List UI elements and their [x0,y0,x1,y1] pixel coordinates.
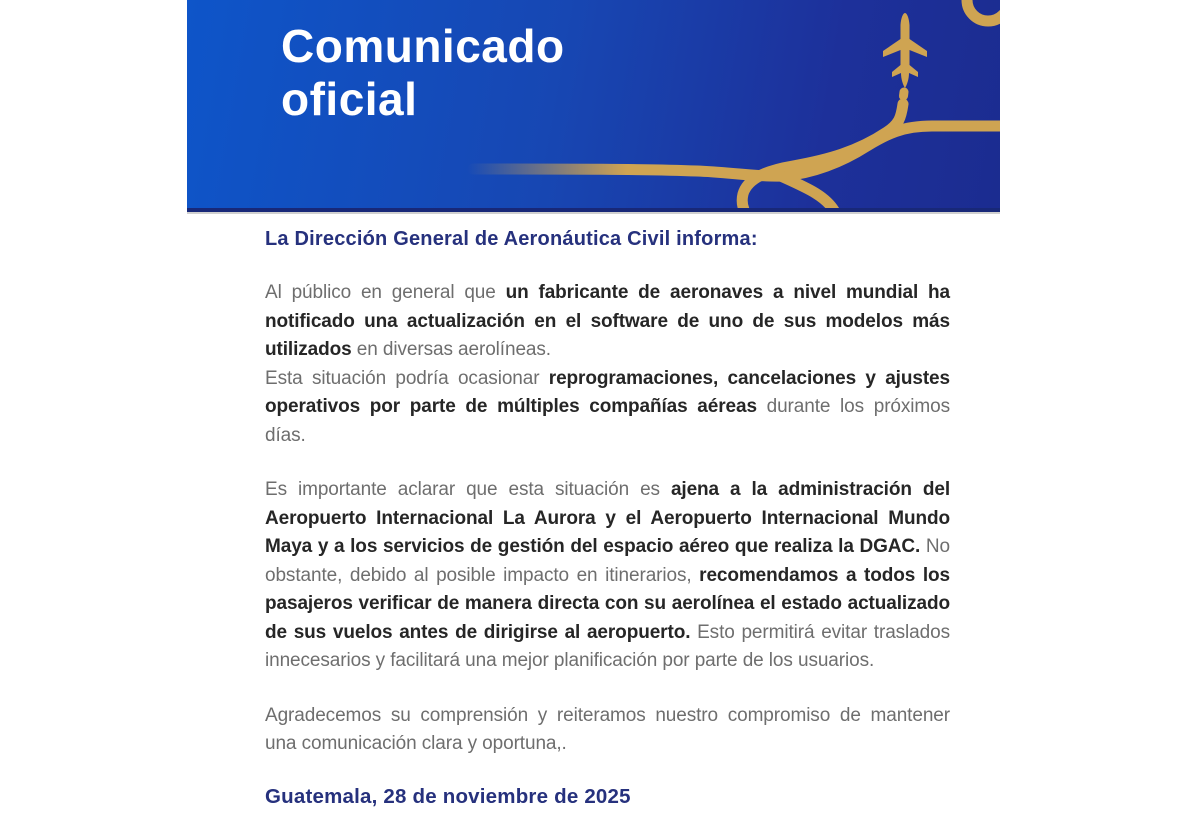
announcement-content [265,228,950,809]
date-line: Guatemala, 28 de noviembre de 2025 [265,784,631,808]
paragraph-1: Al público en general que un fabricante de aeronaves a nivel mundial ha notificado una actualización en el software de uno de sus modelos más utilizados en diversas aerolíneas. [265,282,950,360]
document-heading: La Dirección General de Aeronáutica Civil informa: [265,228,758,250]
paragraph-4: Agradecemos su comprensión y reiteramos nuestro compromiso de mantener una comunicación clara y oportuna,. [265,704,950,754]
spacer [265,676,950,702]
banner [187,0,1000,212]
corner-ring-decoration [967,0,1000,21]
contrail-dash [904,92,905,96]
paragraph-2: Esta situación podría ocasionar reprogramaciones, cancelaciones y ajustes operativos por parte de múltiples compañías aéreas durante los próximos días. [265,367,950,446]
flight-path-lower-strand [473,126,1000,176]
paragraph-3: Es importante aclarar que esta situación es ajena a la administración del Aeropuerto Internacional La Aurora y el Aeropuerto Internacional Mundo Maya y a los servicios de gestión del espacio aéreo que realiza la DGAC. No obstante, debido al posible impacto en itinerarios, recomendamos a todos los pasajeros verificar de manera directa con su aerolínea el estado actualizado de sus vuelos antes de dirigirse al aeropuerto. Esto permitirá evitar traslados innecesarios y facilitará una mejor planificación por parte de los usuarios. [265,479,950,671]
flight-path-upper-strand [742,104,903,212]
banner-title [281,20,565,126]
airplane-icon [883,13,927,88]
spacer [265,450,950,476]
banner-title-line1: Comunicado [281,20,565,72]
flight-path-loop-tail [772,172,835,212]
banner-title-line2: oficial [281,73,418,125]
